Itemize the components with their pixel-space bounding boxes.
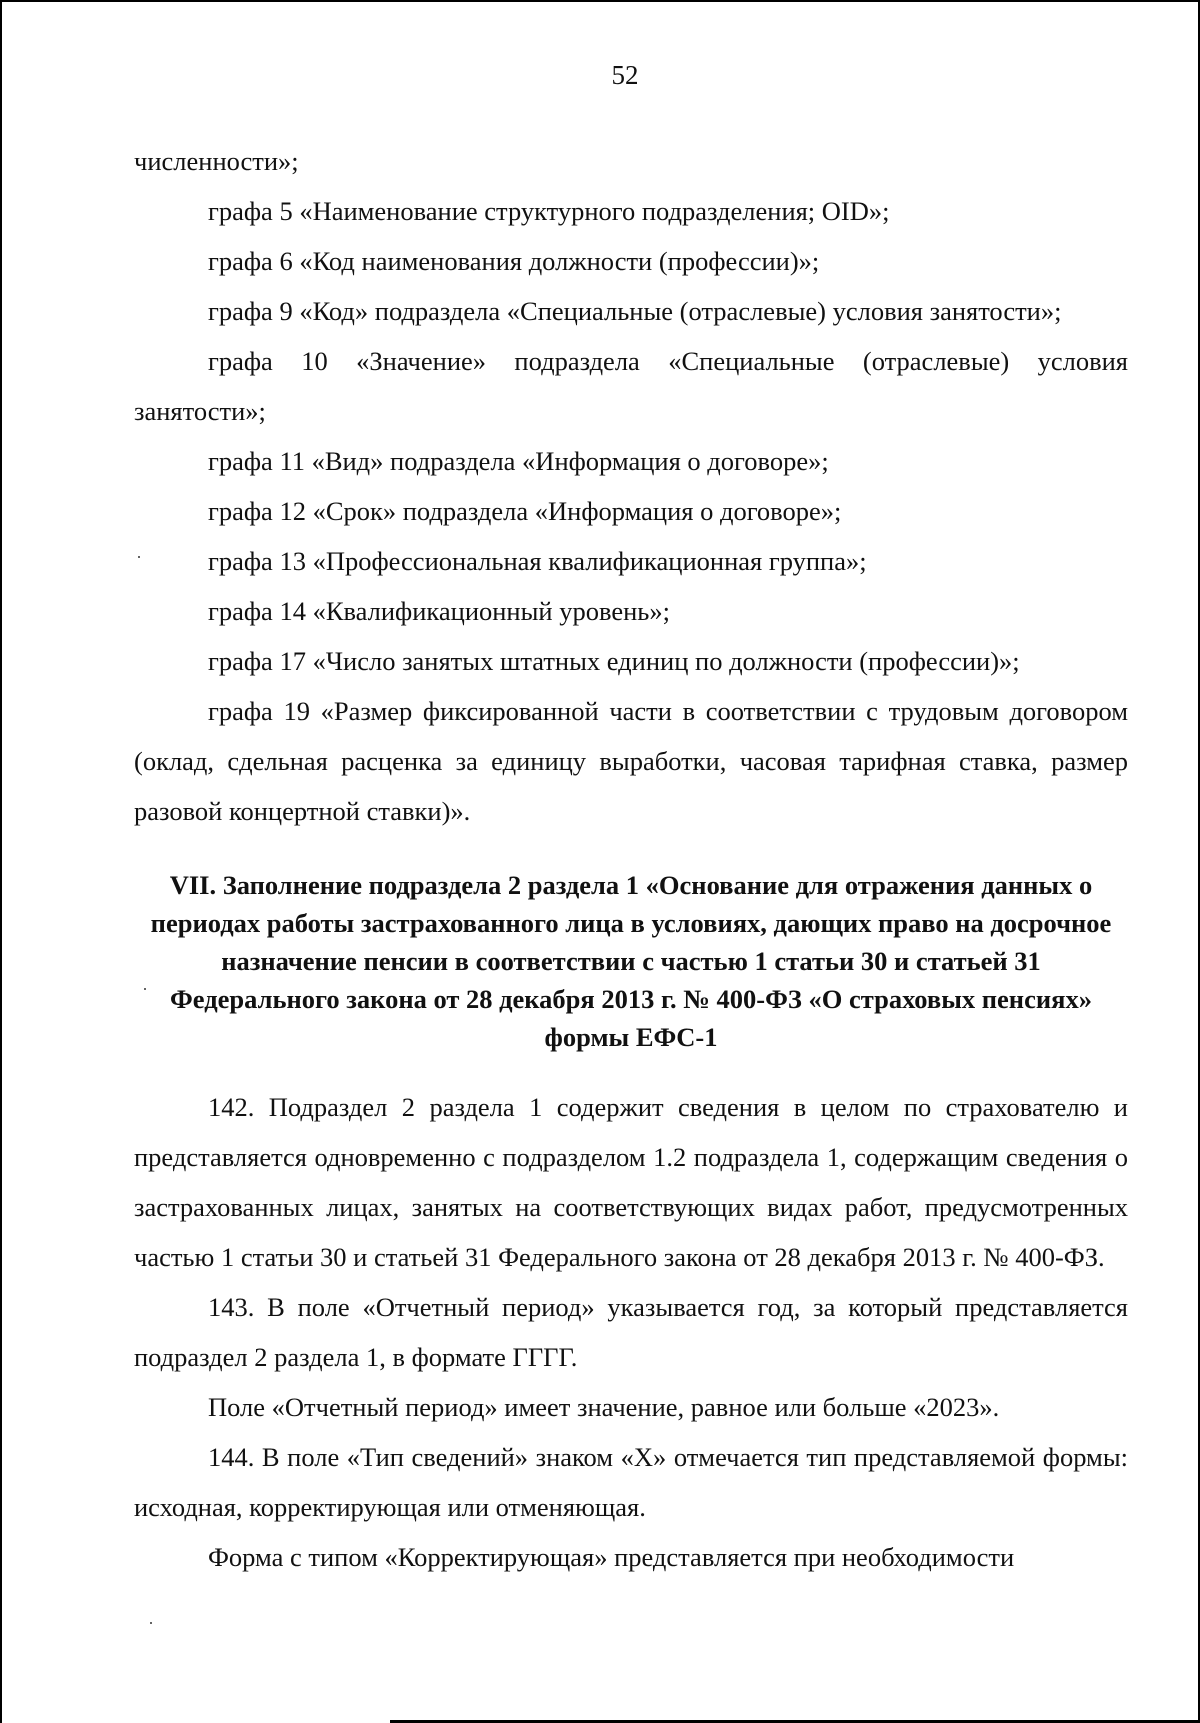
paragraph: графа 13 «Профессиональная квалификационная группа»; — [208, 546, 867, 576]
paragraph-block-top — [134, 136, 1128, 836]
paragraph: графа 5 «Наименование структурного подразделения; OID»; — [208, 196, 890, 226]
paragraph: графа 11 «Вид» подраздела «Информация о договоре»; — [208, 446, 829, 476]
paragraph: 143. В поле «Отчетный период» указывается год, за который представляется подраздел 2 раздела 1, в формате ГГГГ. — [134, 1292, 1128, 1372]
paragraph: численности»; — [134, 146, 299, 176]
paragraph: графа 12 «Срок» подраздела «Информация о договоре»; — [208, 496, 842, 526]
document-body — [134, 136, 1128, 1582]
scan-speck — [150, 1622, 152, 1624]
scan-border-left — [0, 0, 2, 1723]
scan-border-top — [0, 0, 1200, 2]
paragraph: графа 19 «Размер фиксированной части в соответствии с трудовым договором (оклад, сдельная расценка за единицу выработки, часовая тарифная ставка, размер разовой концертной ставки)». — [134, 696, 1128, 826]
paragraph: графа 10 «Значение» подраздела «Специальные (отраслевые) условия занятости»; — [134, 346, 1128, 426]
paragraph: Форма с типом «Корректирующая» представляется при необходимости — [208, 1542, 1015, 1572]
paragraph: графа 6 «Код наименования должности (профессии)»; — [208, 246, 820, 276]
paragraph: Поле «Отчетный период» имеет значение, равное или больше «2023». — [208, 1392, 1000, 1422]
paragraph: графа 9 «Код» подраздела «Специальные (отраслевые) условия занятости»; — [208, 296, 1062, 326]
paragraph-block-bottom — [134, 1082, 1128, 1582]
paragraph: графа 17 «Число занятых штатных единиц по должности (профессии)»; — [208, 646, 1020, 676]
paragraph: 144. В поле «Тип сведений» знаком «Х» отмечается тип представляемой формы: исходная, корректирующая или отменяющая. — [134, 1442, 1128, 1522]
paragraph: графа 14 «Квалификационный уровень»; — [208, 596, 670, 626]
page-number: 52 — [611, 60, 639, 90]
paragraph: 142. Подраздел 2 раздела 1 содержит сведения в целом по страхователю и представляется одновременно с подразделом 1.2 подраздела 1, содержащим сведения о застрахованных лицах, занятых на соответствующих видах работ, предусмотренных частью 1 статьи 30 и статьей 31 Федерального закона от 28 декабря 2013 г. № 400-ФЗ. — [134, 1092, 1128, 1272]
section-heading: VII. Заполнение подраздела 2 раздела 1 «Основание для отражения данных о периодах работы застрахованного лица в условиях, дающих право на досрочное назначение пенсии в соответствии с частью 1 статьи 30 и статьей 31 Федерального закона от 28 декабря 2013 г. № 400-ФЗ «О страховых пенсиях» формы ЕФС-1 — [150, 870, 1112, 1052]
